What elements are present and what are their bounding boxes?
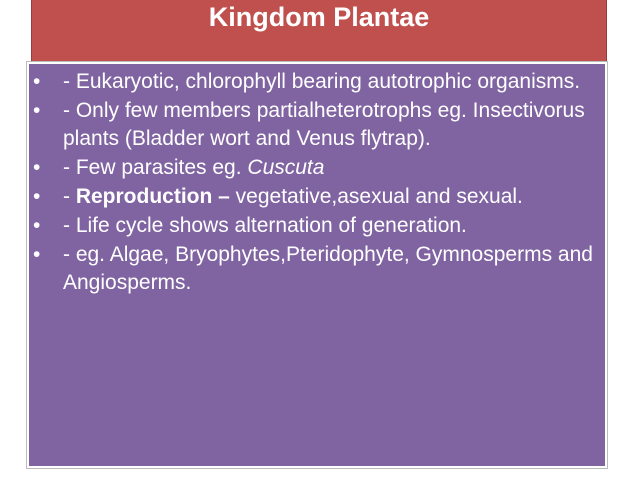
slide-title: Kingdom Plantae (208, 2, 430, 32)
bullet-text: - eg. Algae, Bryophytes,Pteridophyte, Gymnosperms and Angiosperms. (63, 243, 593, 294)
bullet-marker: • (33, 156, 41, 179)
content-box (27, 62, 607, 468)
bullet-text: - Eukaryotic, chlorophyll bearing autotrophic organisms. (63, 70, 581, 93)
bullet-list (29, 68, 605, 298)
bullet-item-examples (29, 241, 605, 297)
bullet-item-life-cycle (29, 212, 605, 240)
bullet-marker: • (33, 99, 41, 122)
bullet-text: - Life cycle shows alternation of generation. (63, 214, 467, 237)
bullet-text-italic: Cuscuta (247, 156, 325, 179)
bullet-marker: • (33, 214, 41, 237)
bullet-item-partial-heterotrophs (29, 97, 605, 153)
bullet-item-eukaryotic (29, 68, 605, 96)
bullet-item-parasites (29, 154, 605, 182)
bullet-text: - (63, 185, 76, 208)
bullet-text: - Only few members partialheterotrophs eg. Insectivorus plants (Bladder wort and Venus flytrap). (63, 99, 585, 150)
bullet-text-suffix: vegetative,asexual and sexual. (229, 185, 523, 208)
bullet-text-bold: Reproduction – (75, 185, 230, 208)
bullet-marker: • (33, 70, 41, 93)
bullet-text: - Few parasites eg. (63, 156, 248, 179)
title-box (31, 0, 607, 62)
bullet-marker: • (33, 185, 41, 208)
bullet-item-reproduction (29, 183, 605, 211)
bullet-marker: • (33, 243, 41, 266)
